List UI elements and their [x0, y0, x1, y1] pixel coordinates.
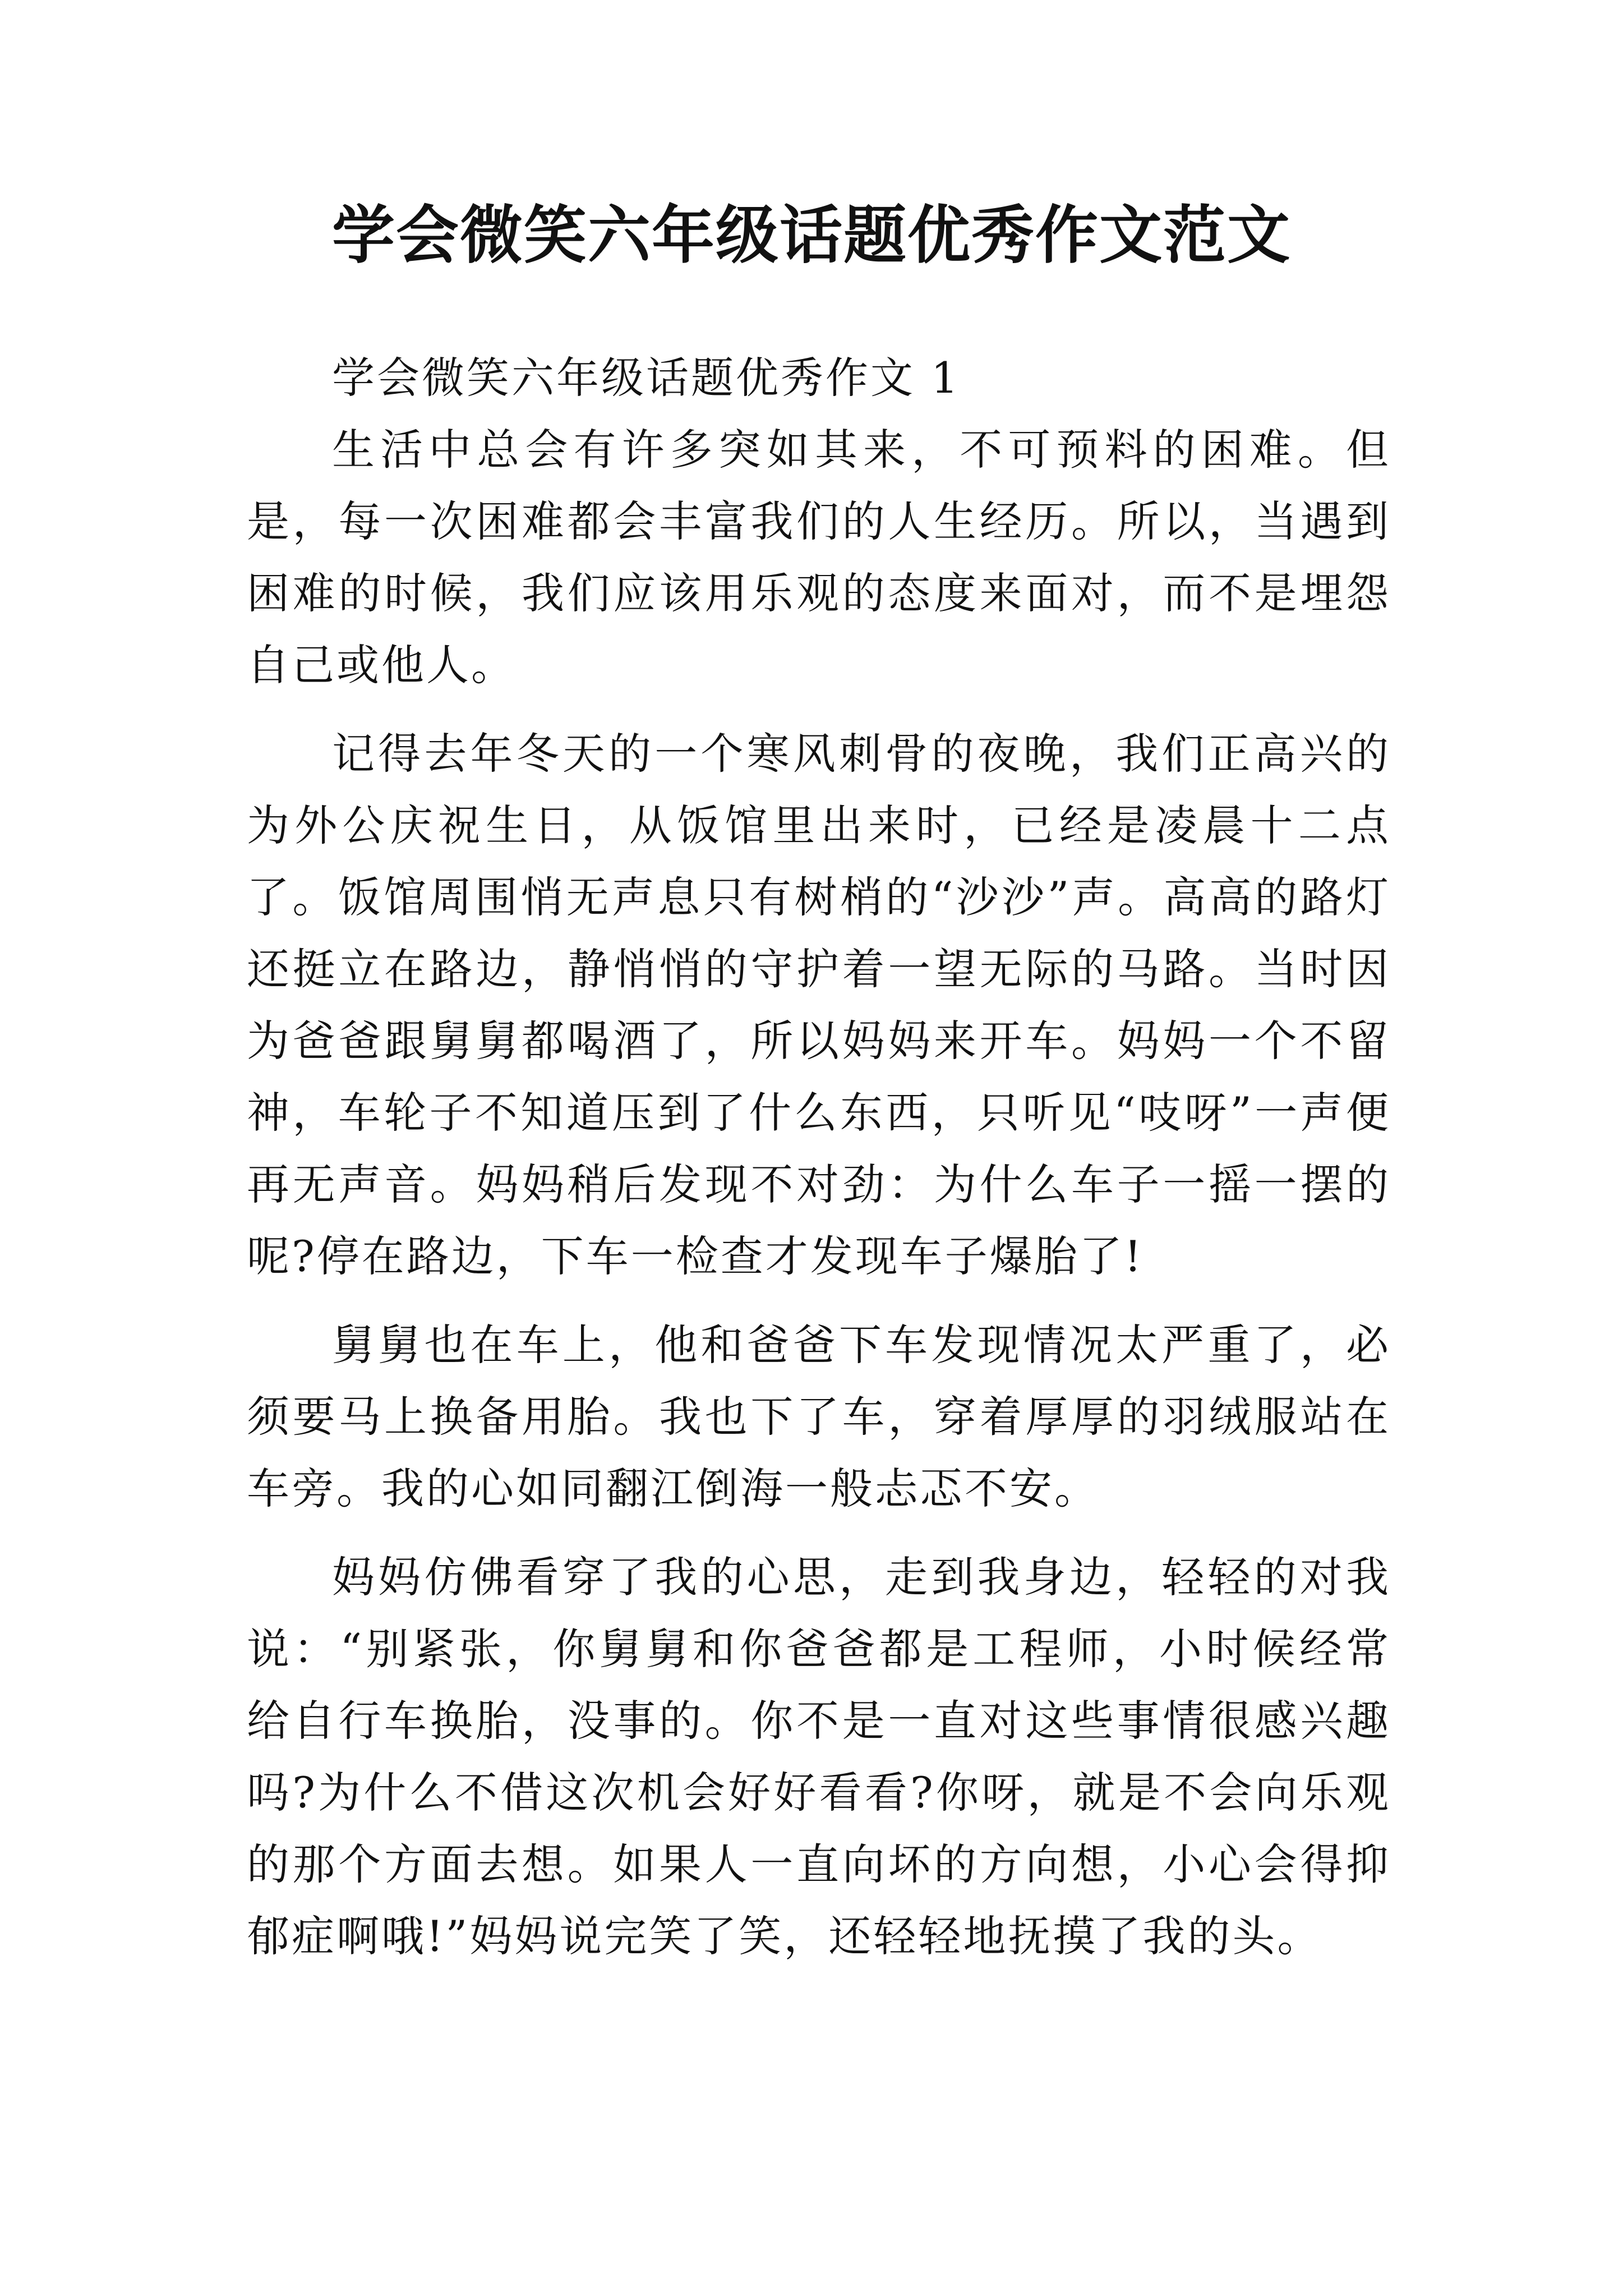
- paragraph: 妈妈仿佛看穿了我的心思，走到我身边，轻轻的对我说：“别紧张，你舅舅和你爸爸都是工程师，小时候经常给自行车换胎，没事的。你不是一直对这些事情很感兴趣吗?为什么不借这次机会好好看看?你呀，就是不会向乐观的那个方面去想。如果人一直向坏的方向想，小心会得抑郁症啊哦!”妈妈说完笑了笑，还轻轻地抚摸了我的头。: [247, 1552, 1391, 1961]
- paragraph: 舅舅也在车上，他和爸爸下车发现情况太严重了，必须要马上换备用胎。我也下了车，穿着厚厚的羽绒服站在车旁。我的心如同翻江倒海一般忐忑不安。: [247, 1320, 1391, 1513]
- document-title: 学会微笑六年级话题优秀作文范文: [332, 199, 1291, 272]
- essay-subtitle: 学会微笑六年级话题优秀作文 1: [332, 353, 961, 403]
- paragraph: 生活中总会有许多突如其来，不可预料的困难。但是，每一次困难都会丰富我们的人生经历。所以，当遇到困难的时候，我们应该用乐观的态度来面对，而不是埋怨自己或他人。: [247, 425, 1391, 690]
- paragraph: 记得去年冬天的一个寒风刺骨的夜晚，我们正高兴的为外公庆祝生日，从饭馆里出来时，已经是凌晨十二点了。饭馆周围悄无声息只有树梢的“沙沙”声。高高的路灯还挺立在路边，静悄悄的守护着一望无际的马路。当时因为爸爸跟舅舅都喝酒了，所以妈妈来开车。妈妈一个不留神，车轮子不知道压到了什么东西，只听见“吱呀”一声便再无声音。妈妈稍后发现不对劲：为什么车子一摇一摆的呢?停在路边，下车一检查才发现车子爆胎了!: [247, 729, 1391, 1281]
- document-body: [247, 342, 1391, 1989]
